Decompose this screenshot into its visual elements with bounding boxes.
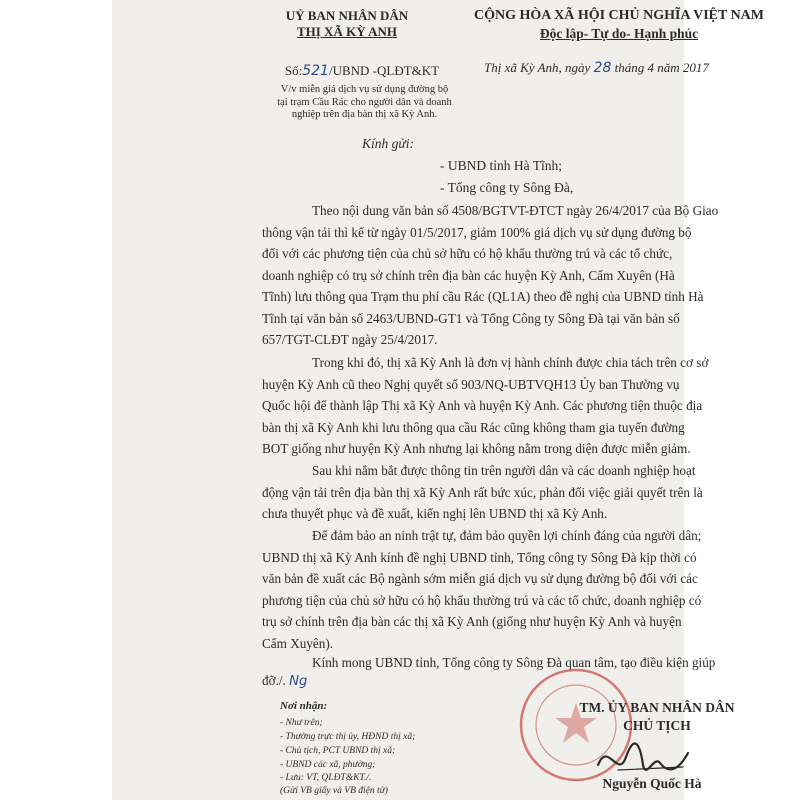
paragraph-line: bàn thị xã Kỳ Anh khi lưu thông qua cầu Rác cũng không tham gia tuyến đường <box>262 419 685 435</box>
paragraph-3 <box>262 460 784 525</box>
cc-item: (Gửi VB giấy và VB điện tử) <box>280 786 388 796</box>
paragraph-line: huyện Kỳ Anh cũ theo Nghị quyết số 903/NQ-UBTVQH13 Ủy ban Thường vụ <box>262 376 680 392</box>
cc-item: - Như trên; <box>280 718 323 728</box>
national-motto: Độc lập- Tự do- Hạnh phúc <box>539 26 699 41</box>
paragraph-line: Tĩnh) lưu thông qua Trạm thu phí cầu Rác (QL1A) theo đề nghị của UBND tỉnh Hà <box>262 289 704 304</box>
greeting: Kính gửi: <box>362 136 414 151</box>
doc-number-prefix: Số: <box>284 63 303 78</box>
paragraph-line: Cẩm Xuyên). <box>262 635 334 651</box>
paragraph-line: doanh nghiệp có trụ sở chính trên địa bàn các huyện Kỳ Anh, Cẩm Xuyên (Hà <box>262 267 675 283</box>
paragraph-1 <box>262 200 784 351</box>
paragraph-line: Tĩnh tại văn bản số 2463/UBND-GT1 và Tổng Công ty Sông Đà tại văn bản số <box>262 310 680 326</box>
paragraph-5-end <box>262 673 307 689</box>
cc-list-note <box>280 785 510 798</box>
place-and-date <box>484 60 784 76</box>
issuing-agency: UỶ BAN NHÂN DÂN <box>285 8 409 23</box>
paragraph-line: 657/TGT-CLĐT ngày 25/4/2017. <box>262 332 438 347</box>
paragraph-line: Quốc hội để thành lập Thị xã Kỳ Anh và huyện Kỳ Anh. Các phương tiện thuộc địa <box>262 398 703 413</box>
paragraph-line: Trong khi đó, thị xã Kỳ Anh là đơn vị hành chính được chia tách trên cơ sở <box>312 355 709 370</box>
subject-line-3: nghiệp trên địa bàn thị xã Kỳ Anh. <box>291 109 438 120</box>
national-title: CỘNG HÒA XÃ HỘI CHỦ NGHĨA VIỆT NAM <box>473 8 764 23</box>
place-date-prefix: Thị xã Kỳ Anh, ngày <box>484 60 591 75</box>
doc-number-suffix: /UBND -QLĐT&KT <box>328 63 440 78</box>
cc-item: - Chủ tịch, PCT UBND thị xã; <box>280 746 396 756</box>
cc-list-tail <box>280 772 510 785</box>
place-date-suffix: tháng 4 năm 2017 <box>614 60 709 75</box>
paragraph-line: thông vận tải thì kể từ ngày 01/5/2017, giảm 100% giá dịch vụ sử dụng đường bộ <box>262 224 692 240</box>
cc-item: - UBND các xã, phường; <box>280 760 376 770</box>
recipient-2: - Tổng công ty Sông Đà, <box>440 180 574 195</box>
recipient-1: - UBND tỉnh Hà Tĩnh; <box>440 158 562 173</box>
document-number <box>262 63 462 79</box>
paragraph-line: đỡ./. <box>262 673 286 688</box>
cc-list <box>280 716 510 772</box>
signer-name: Nguyễn Quốc Hà <box>602 776 702 791</box>
subject-line-1: V/v miễn giá dịch vụ sử dụng đường bộ <box>280 84 449 95</box>
document-page <box>112 0 764 800</box>
cc-item: - Thường trực thị ủy, HĐND thị xã; <box>280 732 416 742</box>
issuing-agency-locality: THỊ XÃ KỲ ANH <box>296 24 398 39</box>
paragraph-line: UBND thị xã Kỳ Anh kính đề nghị UBND tỉnh, Tổng công ty Sông Đà kịp thời có <box>262 549 697 565</box>
paragraph-line: phương tiện của chủ sở hữu có hộ khẩu thường trú và các tổ chức, doanh nghiệp có <box>262 592 702 608</box>
paragraph-line: Theo nội dung văn bản số 4508/BGTVT-ĐTCT ngày 26/4/2017 của Bộ Giao <box>312 203 719 218</box>
paragraph-line: động vận tải trên địa bàn thị xã Kỳ Anh rất bức xúc, phản đối việc giải quyết trên là <box>262 484 703 500</box>
signing-position: CHỦ TỊCH <box>623 718 691 733</box>
paragraph-4 <box>262 525 784 654</box>
date-day-handwritten: 28 <box>593 60 612 76</box>
cc-item: - Lưu: VT, QLĐT&KT./. <box>280 773 372 783</box>
paragraph-line: văn bản đề xuất các Bộ ngành sớm miễn giá dịch vụ sử dụng đường bộ đối với các <box>262 571 698 586</box>
paragraph-line: đối với các phương tiện của chủ sở hữu có hộ khẩu thường trú và các tổ chức, <box>262 246 673 261</box>
recipients-label: Nơi nhận: <box>280 700 328 712</box>
paragraph-line: Kính mong UBND tỉnh, Tổng công ty Sông Đà quan tâm, tạo điều kiện giúp <box>312 655 716 670</box>
paragraph-line: BOT giống như huyện Kỳ Anh nhưng lại không nằm trong diện được miễn giảm. <box>262 441 691 456</box>
subject-line-2: tại trạm Cầu Rác cho người dân và doanh <box>277 96 452 108</box>
paragraph-2 <box>262 352 784 460</box>
handwritten-initial: Ng <box>289 674 308 689</box>
signing-authority: TM. ỦY BAN NHÂN DÂN <box>579 700 735 715</box>
paragraph-line: Để đảm bảo an ninh trật tự, đảm bảo quyền lợi chính đáng của người dân; <box>312 528 702 543</box>
paragraph-line: trụ sở chính trên địa bàn các thị xã Kỳ Anh (giống như huyện Kỳ Anh và huyện <box>262 614 682 629</box>
subject-line <box>262 84 467 122</box>
paragraph-line: Sau khi nắm bắt được thông tin trên người dân và các doanh nghiệp hoạt <box>312 463 696 478</box>
paragraph-line: chưa thuyết phục và đề xuất, kiến nghị lên UBND thị xã Kỳ Anh. <box>262 506 608 521</box>
doc-number-handwritten: 521 <box>302 63 329 79</box>
